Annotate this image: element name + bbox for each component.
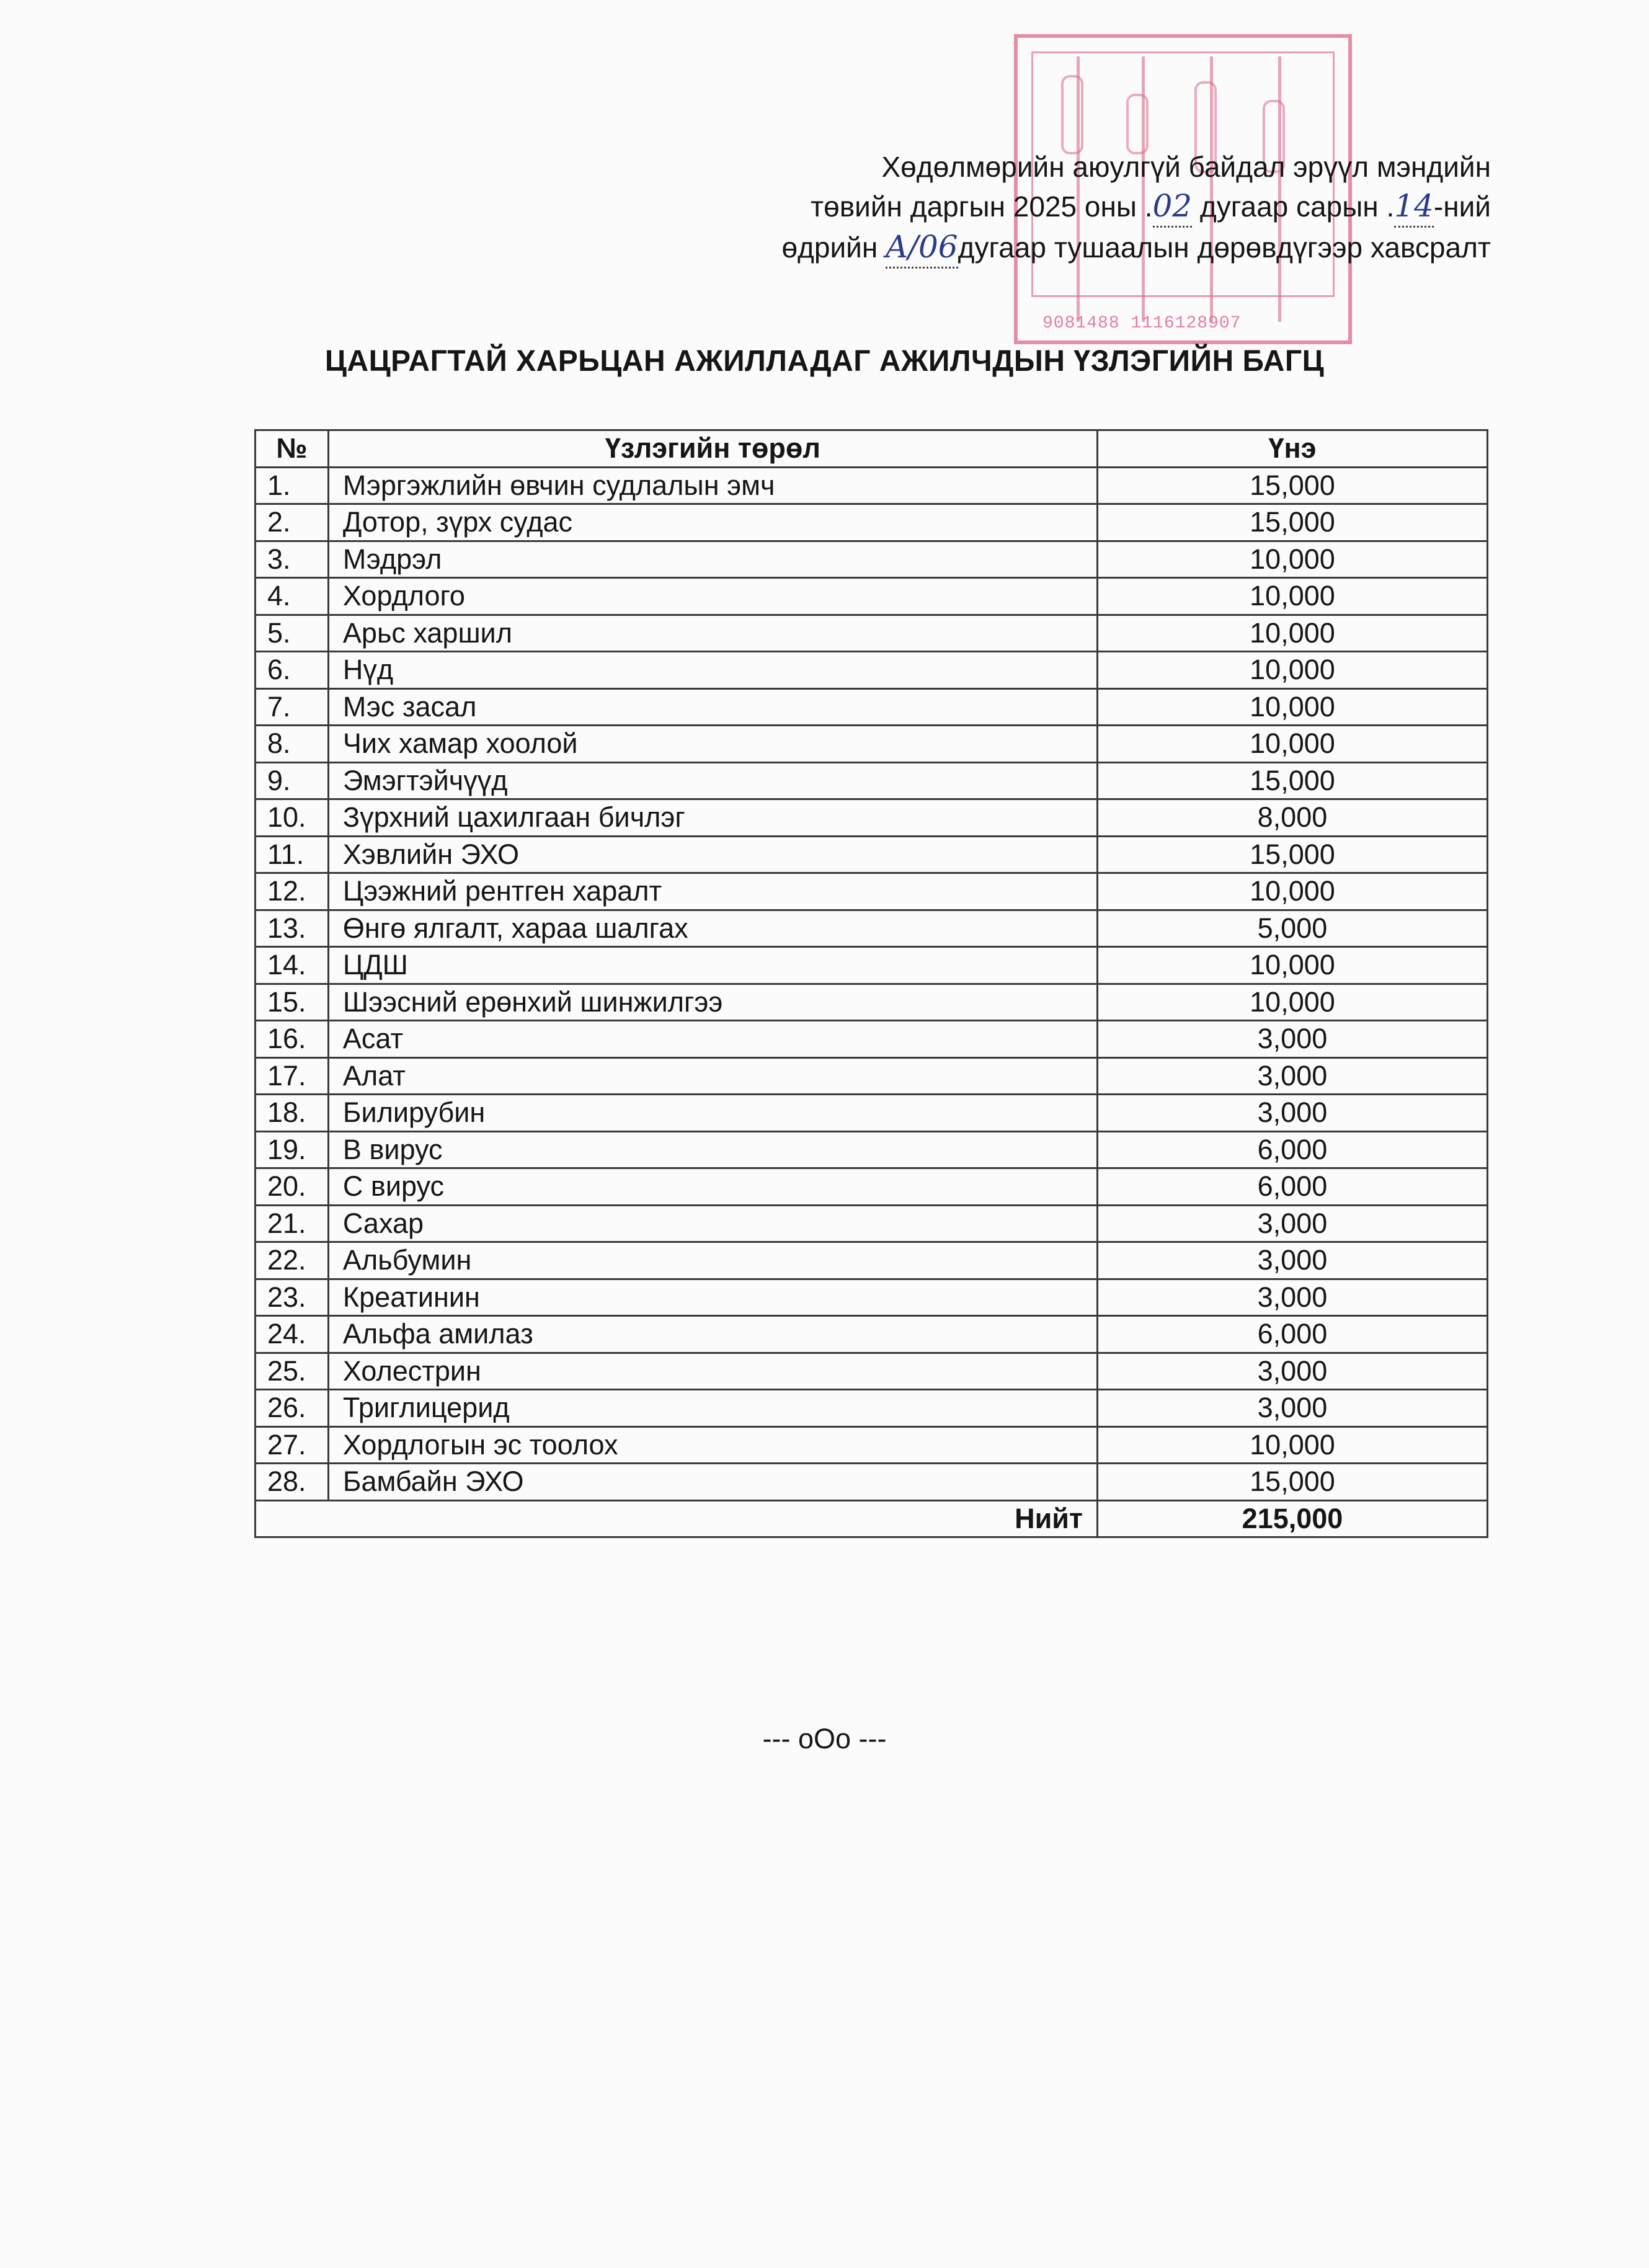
header-line-3-a: өдрийн	[781, 231, 886, 264]
row-exam-type: Асат	[328, 1021, 1097, 1058]
row-price: 10,000	[1097, 726, 1487, 763]
row-price: 15,000	[1097, 836, 1487, 873]
table-row	[256, 688, 1488, 726]
row-exam-type: Арьс харшил	[328, 615, 1097, 652]
table-row	[256, 1353, 1488, 1390]
row-price: 10,000	[1097, 688, 1487, 726]
row-number: 13.	[256, 910, 329, 947]
row-number: 14.	[256, 947, 329, 984]
row-number: 10.	[256, 799, 329, 837]
table-row	[256, 652, 1488, 689]
row-number: 27.	[256, 1426, 329, 1464]
table-row	[256, 1131, 1488, 1168]
row-number: 3.	[256, 541, 329, 578]
row-price: 10,000	[1097, 578, 1487, 615]
row-number: 22.	[256, 1242, 329, 1279]
row-price: 10,000	[1097, 873, 1487, 910]
row-number: 12.	[256, 873, 329, 910]
table-row	[256, 1279, 1488, 1316]
row-exam-type: Сахар	[328, 1205, 1097, 1242]
row-exam-type: Дотор, зүрх судас	[328, 504, 1097, 541]
row-price: 15,000	[1097, 762, 1487, 799]
total-value: 215,000	[1097, 1500, 1487, 1537]
column-header-exam-type: Үзлэгийн төрөл	[328, 430, 1097, 468]
header-line-3	[781, 228, 1491, 269]
row-exam-type: Хэвлийн ЭХО	[328, 836, 1097, 873]
exam-price-table	[254, 429, 1488, 1538]
stamp-codes: 9081488 1116128907	[1042, 314, 1242, 333]
row-exam-type: Альфа амилаз	[328, 1316, 1097, 1353]
table-row	[256, 1095, 1488, 1132]
row-exam-type: Триглицерид	[328, 1390, 1097, 1427]
header-line-2-c: -ний	[1433, 190, 1491, 223]
table-row	[256, 762, 1488, 799]
header-line-3-b: дугаар тушаалын дөрөвдүгээр хавсралт	[958, 231, 1491, 264]
row-price: 10,000	[1097, 615, 1487, 652]
row-exam-type: Бамбайн ЭХО	[328, 1464, 1097, 1501]
row-price: 3,000	[1097, 1205, 1487, 1242]
row-number: 11.	[256, 836, 329, 873]
document-footer: --- oOo ---	[762, 1723, 887, 1754]
row-number: 2.	[256, 504, 329, 541]
table-row	[256, 1390, 1488, 1427]
row-number: 9.	[256, 762, 329, 799]
row-price: 10,000	[1097, 947, 1487, 984]
table-row	[256, 1205, 1488, 1242]
row-number: 1.	[256, 467, 329, 504]
row-number: 19.	[256, 1131, 329, 1168]
row-number: 5.	[256, 615, 329, 652]
row-exam-type: Мэдрэл	[328, 541, 1097, 578]
row-number: 21.	[256, 1205, 329, 1242]
stamp-script-mark	[1126, 94, 1149, 154]
row-number: 28.	[256, 1464, 329, 1501]
header-line-2	[781, 187, 1491, 228]
row-price: 6,000	[1097, 1168, 1487, 1206]
row-price: 10,000	[1097, 541, 1487, 578]
row-exam-type: ЦДШ	[328, 947, 1097, 984]
row-exam-type: Холестрин	[328, 1353, 1097, 1390]
stamp-script-mark	[1061, 75, 1083, 154]
row-number: 15.	[256, 984, 329, 1021]
table-row	[256, 836, 1488, 873]
table-row	[256, 1464, 1488, 1501]
table-row	[256, 1168, 1488, 1206]
row-price: 15,000	[1097, 1464, 1487, 1501]
table-row	[256, 799, 1488, 837]
row-price: 3,000	[1097, 1021, 1487, 1058]
row-exam-type: Эмэгтэйчүүд	[328, 762, 1097, 799]
row-number: 8.	[256, 726, 329, 763]
row-price: 3,000	[1097, 1057, 1487, 1095]
row-number: 7.	[256, 688, 329, 726]
document-title: ЦАЦРАГТАЙ ХАРЬЦАН АЖИЛЛАДАГ АЖИЛЧДЫН ҮЗЛЭГИЙН БАГЦ	[324, 345, 1325, 378]
row-exam-type: Чих хамар хоолой	[328, 726, 1097, 763]
row-price: 15,000	[1097, 467, 1487, 504]
table-row	[256, 873, 1488, 910]
table-row	[256, 984, 1488, 1021]
row-number: 20.	[256, 1168, 329, 1206]
row-number: 24.	[256, 1316, 329, 1353]
handwritten-day: 14	[1394, 187, 1434, 228]
row-price: 10,000	[1097, 984, 1487, 1021]
row-exam-type: Нүд	[328, 652, 1097, 689]
row-number: 17.	[256, 1057, 329, 1095]
row-exam-type: Зүрхний цахилгаан бичлэг	[328, 799, 1097, 837]
row-exam-type: Мэс засал	[328, 688, 1097, 726]
total-label: Нийт	[256, 1500, 1098, 1537]
row-number: 18.	[256, 1095, 329, 1132]
row-exam-type: Шээсний ерөнхий шинжилгээ	[328, 984, 1097, 1021]
table-row	[256, 1021, 1488, 1058]
table-row	[256, 1426, 1488, 1464]
table-total-row	[256, 1500, 1488, 1537]
header-line-1-text: Хөдөлмөрийн аюулгүй байдал эрүүл мэндийн	[881, 151, 1491, 183]
row-price: 15,000	[1097, 504, 1487, 541]
row-number: 23.	[256, 1279, 329, 1316]
table-row	[256, 504, 1488, 541]
table-row	[256, 541, 1488, 578]
row-number: 25.	[256, 1353, 329, 1390]
row-price: 10,000	[1097, 652, 1487, 689]
row-number: 16.	[256, 1021, 329, 1058]
header-line-2-a: төвийн даргын 2025 оны .	[811, 190, 1153, 223]
row-number: 26.	[256, 1390, 329, 1427]
row-price: 3,000	[1097, 1353, 1487, 1390]
row-number: 4.	[256, 578, 329, 615]
row-exam-type: Алат	[328, 1057, 1097, 1095]
row-price: 3,000	[1097, 1095, 1487, 1132]
row-exam-type: Мэргэжлийн өвчин судлалын эмч	[328, 467, 1097, 504]
row-exam-type: С вирус	[328, 1168, 1097, 1206]
row-price: 5,000	[1097, 910, 1487, 947]
row-price: 6,000	[1097, 1131, 1487, 1168]
row-number: 6.	[256, 652, 329, 689]
table-row	[256, 910, 1488, 947]
table-row	[256, 1242, 1488, 1279]
row-price: 3,000	[1097, 1390, 1487, 1427]
table-header-row	[256, 430, 1488, 468]
column-header-price: Үнэ	[1097, 430, 1487, 468]
header-line-1	[781, 148, 1491, 187]
row-exam-type: Билирубин	[328, 1095, 1097, 1132]
table-row	[256, 726, 1488, 763]
column-header-number: №	[256, 430, 329, 468]
row-exam-type: Цээжний рентген харалт	[328, 873, 1097, 910]
table-row	[256, 1316, 1488, 1353]
table-row	[256, 1057, 1488, 1095]
table-row	[256, 947, 1488, 984]
row-exam-type: В вирус	[328, 1131, 1097, 1168]
row-price: 3,000	[1097, 1279, 1487, 1316]
row-exam-type: Хордлого	[328, 578, 1097, 615]
table-row	[256, 578, 1488, 615]
handwritten-order-number: A/06	[886, 228, 958, 269]
header-line-2-b: дугаар сарын .	[1192, 190, 1395, 223]
row-price: 3,000	[1097, 1242, 1487, 1279]
row-exam-type: Хордлогын эс тоолох	[328, 1426, 1097, 1464]
row-price: 6,000	[1097, 1316, 1487, 1353]
table-row	[256, 615, 1488, 652]
row-exam-type: Өнгө ялгалт, хараа шалгах	[328, 910, 1097, 947]
row-price: 10,000	[1097, 1426, 1487, 1464]
table-row	[256, 467, 1488, 504]
row-exam-type: Альбумин	[328, 1242, 1097, 1279]
handwritten-month: 02	[1153, 187, 1193, 228]
row-price: 8,000	[1097, 799, 1487, 837]
appendix-header	[781, 148, 1491, 269]
row-exam-type: Креатинин	[328, 1279, 1097, 1316]
